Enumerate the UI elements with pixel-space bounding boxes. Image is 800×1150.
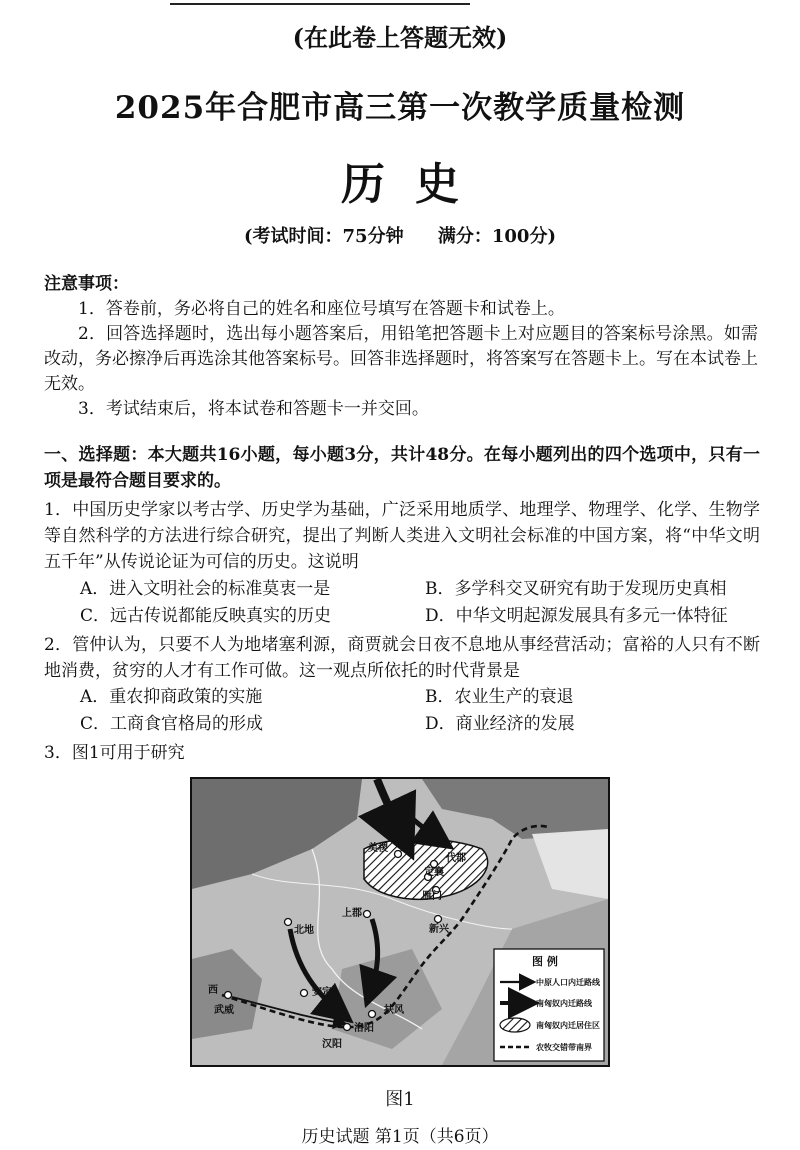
notice-item: 2．回答选择题时，选出每小题答案后，用铅笔把答题卡上对应题目的答案标号涂黑。如需改动，务必擦净后再选涂其他答案标号。回答非选择题时，将答案写在答题卡上。写在本试卷上无效。 [44, 324, 758, 394]
notice-item: 3．考试结束后，将本试卷和答题卡一并交回。 [78, 399, 429, 419]
place-label: 洛阳 [354, 1023, 374, 1034]
option-b: B．多学科交叉研究有助于发现历史真相 [425, 579, 727, 599]
place-label: 汉阳 [322, 1039, 342, 1050]
map-svg [192, 779, 608, 1065]
question-3-stem: 3．图1可用于研究 [44, 743, 185, 763]
place-label: 西 [208, 985, 218, 996]
question-2-options [80, 684, 770, 738]
place-label: 安定 [312, 987, 332, 998]
name-underline [170, 3, 470, 5]
exam-meta [0, 222, 800, 248]
map-legend [494, 949, 604, 1061]
exam-time: (考试时间：75分钟 [244, 226, 404, 247]
legend-title: 图 例 [532, 955, 558, 968]
place-label: 北地 [294, 925, 314, 936]
place-label: 扶风 [384, 1005, 404, 1016]
section-heading: 一、选择题：本大题共16小题，每小题3分，共计48分。在每小题列出的四个选项中，只有一项是最符合题目要求的。 [44, 445, 760, 491]
option-a: A．进入文明社会的标准莫衷一是 [80, 579, 331, 599]
invalid-answer-warning: (在此卷上答题无效) [292, 23, 508, 52]
option-d: D．商业经济的发展 [425, 714, 575, 734]
place-label: 新兴 [429, 924, 449, 935]
option-b: B．农业生产的衰退 [425, 687, 574, 707]
option-a: A．重农抑商政策的实施 [80, 687, 263, 707]
full-score: 满分：100分) [437, 226, 556, 247]
question-2-stem: 2．管仲认为，只要不人为地堵塞利源，商贾就会日夜不息地从事经营活动；富裕的人只有不断地消费，贫穷的人才有工作可做。这一观点所依托的时代背景是 [44, 635, 760, 681]
notice-item: 1．答卷前，务必将自己的姓名和座位号填写在答题卡和试卷上。 [78, 299, 565, 319]
top-cut-edge [0, 0, 800, 10]
place-label: 定襄 [424, 867, 444, 878]
legend-item: 农牧交错带南界 [536, 1043, 592, 1052]
place-label: 上郡 [342, 908, 362, 919]
figure-1-map [190, 777, 610, 1067]
figure-caption: 图1 [385, 1089, 415, 1110]
question-1-options [80, 576, 770, 630]
option-c: C．远古传说都能反映真实的历史 [80, 606, 332, 626]
legend-symbol-hatch [500, 1018, 530, 1032]
place-label: 雁门 [422, 891, 442, 902]
subject-title: 历史 [341, 159, 489, 210]
notice-list [44, 297, 758, 422]
notice-heading: 注意事项： [44, 274, 129, 294]
page-footer: 历史试题 第1页（共6页） [301, 1127, 499, 1147]
place-label: 美稷 [368, 843, 388, 854]
legend-item: 中原人口内迁路线 [536, 978, 600, 987]
legend-item: 南匈奴内迁路线 [536, 999, 592, 1008]
legend-item: 南匈奴内迁居住区 [536, 1021, 600, 1030]
place-label: 代郡 [446, 853, 466, 864]
exam-title: 2025年合肥市高三第一次教学质量检测 [114, 90, 686, 126]
option-d: D．中华文明起源发展具有多元一体特征 [425, 606, 728, 626]
question-1-stem: 1．中国历史学家以考古学、历史学为基础，广泛采用地质学、地理学、物理学、化学、生物学等自然科学的方法进行综合研究，提出了判断人类进入文明社会标准的中国方案，将“中华文明五千年”从传说论证为可信的历史。这说明 [44, 500, 760, 572]
option-c: C．工商食官格局的形成 [80, 714, 264, 734]
place-label: 武威 [214, 1005, 234, 1016]
